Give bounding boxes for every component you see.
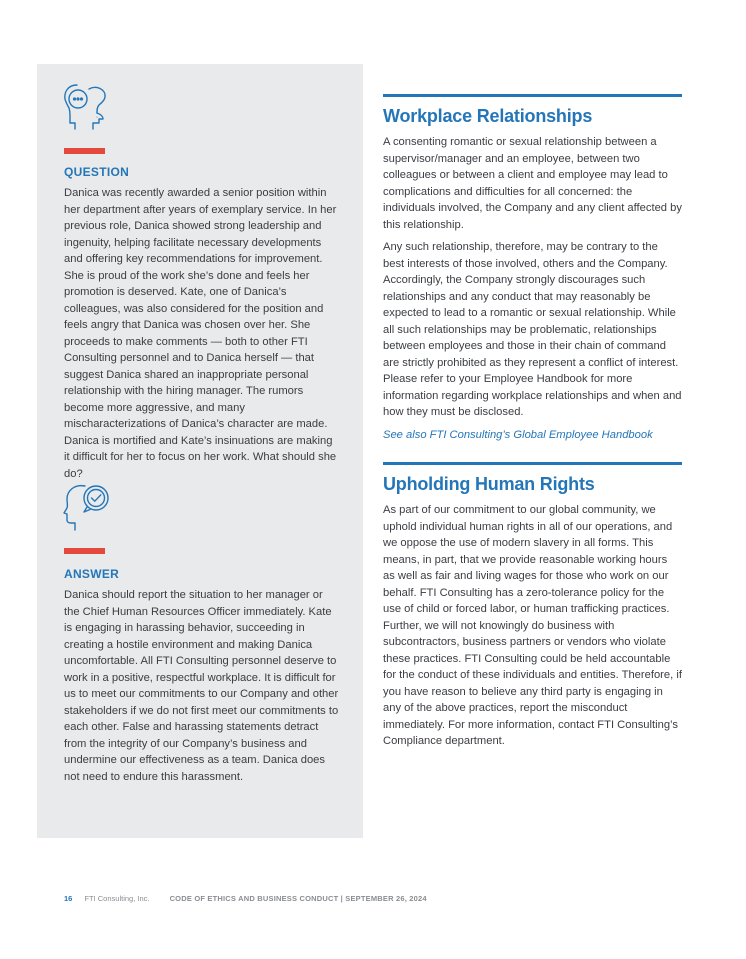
page-number: 16 — [64, 894, 73, 903]
answer-text: Danica should report the situation to her manager or the Chief Human Resources Officer immediately. Kate is engaging in harassing behavior, succeeding in creating a hostile environment and making Danica uncomfortable. All FTI Consulting personnel deserve to work in a positive, respectful workplace. It is difficult for us to meet our commitments to our Company and other stakeholders if we do not first meet our commitments to each other. False and harassing statements detract from the integrity of our Company’s business and undermine our effectiveness as a team. Danica does not need to endure this harassment. — [64, 589, 339, 783]
workplace-relationships-paragraph-2: Any such relationship, therefore, may be contrary to the best interests of those involved, others and the Company. Accordingly, the Company strongly discourages such relationships and any conduct that may reasonably be expected to lead to a romantic or sexual relationship. While all such relationships may be problematic, relationships between employees and those in their chain of command are strictly prohibited as they represent a conflict of interest. Please refer to your Employee Handbook for more information regarding workplace relationships and when and how they must be disclosed. — [383, 241, 682, 418]
section-rule — [383, 94, 682, 97]
head-checkmark-icon — [63, 482, 111, 534]
human-rights-section — [383, 462, 682, 756]
answer-accent-bar — [64, 548, 105, 554]
question-text: Danica was recently awarded a senior position within her department after years of exemplary service. In her previous role, Danica showed strong leadership and ingenuity, helping facilitate necessary developments and offering key recommendations for improvement. She is proud of the work she’s done and feels her promotion is deserved. Kate, one of Danica’s colleagues, was also considered for the position and feels angry that Danica was chosen over her. She proceeds to make comments — both to other FTI Consulting personnel and to Danica herself — that suggest Danica shared an inappropriate personal relationship with the hiring manager. The rumors become more aggressive, and many mischaracterizations of Danica’s character are made. Danica is mortified and Kate’s insinuations are making it difficult for her to focus on her work. What should she do? — [64, 187, 337, 480]
human-rights-paragraph: As part of our commitment to our global community, we uphold individual human rights in all of our operations, and we oppose the use of modern slavery in all forms. This means, in part, that we provide reasonable working hours as well as fair and living wages for those who work on our behalf. FTI Consulting has a zero-tolerance policy for the use of child or forced labor, or human trafficking practices. Further, we will not knowingly do business with subcontractors, business partners or vendors who violate these practices. FTI Consulting could be held accountable for the conduct of these individuals and entities. Therefore, if you have reason to believe any third party is engaging in any of the above practices, report the misconduct immediately. For more information, contact FTI Consulting’s Compliance department. — [383, 504, 682, 747]
see-also-handbook-link[interactable]: See also FTI Consulting’s Global Employee Handbook — [383, 428, 653, 441]
workplace-relationships-paragraph-1: A consenting romantic or sexual relationship between a supervisor/manager and an employee, between two colleagues or between a client and employee may lead to complications and difficulties for all concerned: the individuals involved, the Company and any client affected by this relationship. — [383, 136, 682, 231]
workplace-relationships-section — [383, 94, 682, 443]
footer-document-title: CODE OF ETHICS AND BUSINESS CONDUCT | SEPTEMBER 26, 2024 — [169, 894, 427, 903]
section-rule — [383, 462, 682, 465]
case-study-panel — [37, 64, 363, 838]
page-footer — [64, 894, 427, 903]
question-label: QUESTION — [64, 165, 130, 179]
question-accent-bar — [64, 148, 105, 154]
head-question-icon — [63, 83, 111, 135]
footer-company: FTI Consulting, Inc. — [84, 894, 150, 903]
answer-label: ANSWER — [64, 567, 120, 581]
human-rights-heading: Upholding Human Rights — [383, 474, 595, 494]
workplace-relationships-heading: Workplace Relationships — [383, 106, 593, 126]
